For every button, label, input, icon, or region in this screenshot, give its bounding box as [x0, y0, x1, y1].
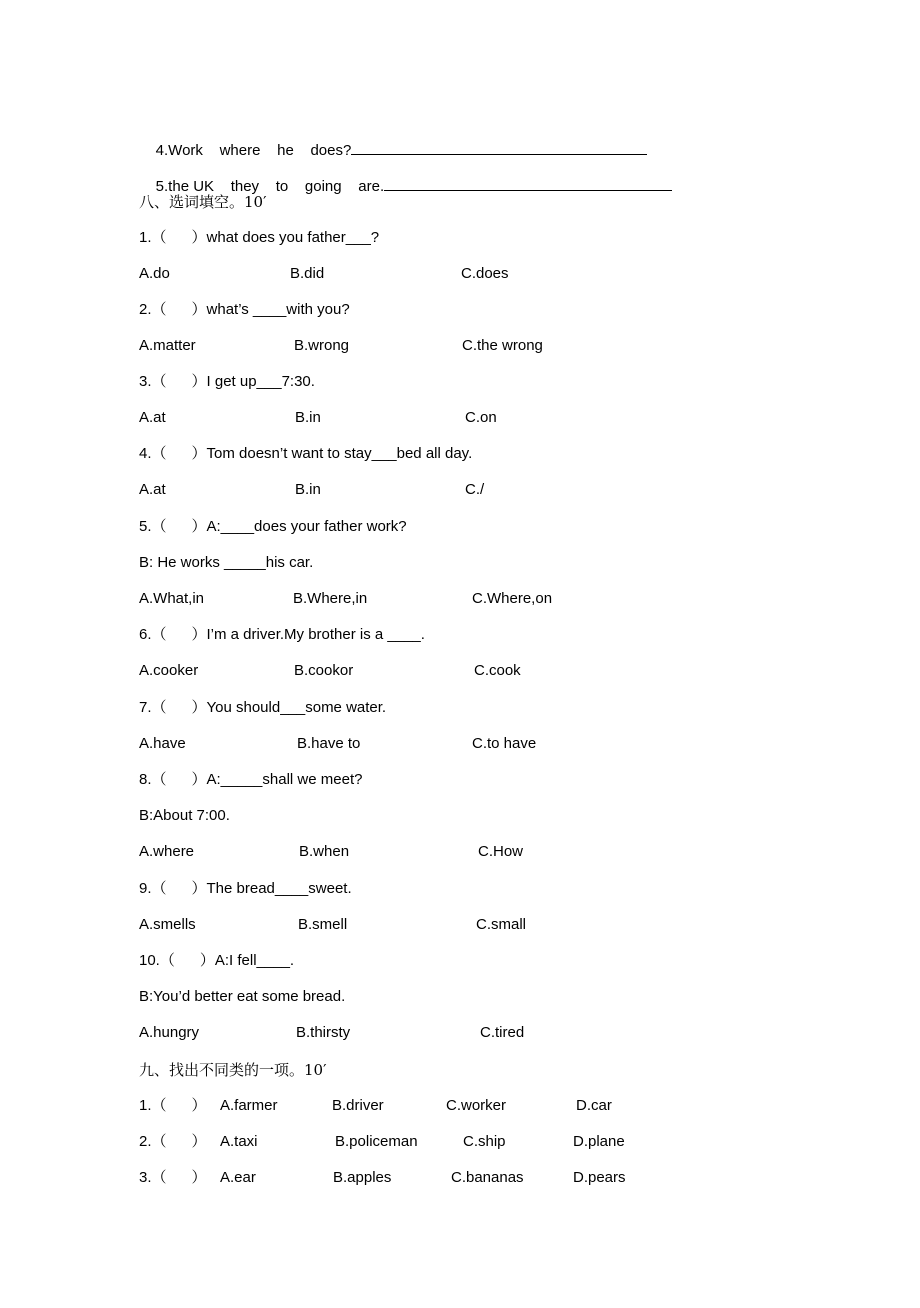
- question-stem: 6.（ ）I’m a driver.My brother is a ____.: [139, 626, 425, 643]
- option-b[interactable]: B.thirsty: [296, 1024, 351, 1041]
- option-c[interactable]: C./: [465, 481, 485, 498]
- option-b[interactable]: B.did: [290, 265, 325, 282]
- section-title-8: 八、选词填空。10′: [139, 193, 267, 211]
- option-d[interactable]: D.pears: [573, 1169, 626, 1186]
- reorder-words: 4.Work where he does?: [155, 142, 352, 159]
- option-b[interactable]: B.policeman: [335, 1133, 418, 1150]
- option-c[interactable]: C.bananas: [451, 1169, 524, 1186]
- option-c[interactable]: C.to have: [472, 735, 537, 752]
- question-stem-line2: B: He works _____his car.: [139, 554, 314, 571]
- answer-blank[interactable]: [351, 140, 647, 155]
- option-c[interactable]: C.the wrong: [462, 337, 543, 354]
- question-stem: 5.（ ）A:____does your father work?: [139, 518, 407, 535]
- options-row: [139, 842, 839, 862]
- option-b[interactable]: B.wrong: [294, 337, 350, 354]
- option-a[interactable]: A.do: [139, 265, 170, 282]
- option-a[interactable]: A.at: [139, 409, 166, 426]
- question-number: 1.（ ）: [139, 1097, 207, 1114]
- option-a[interactable]: A.cooker: [139, 662, 199, 679]
- answer-blank[interactable]: [384, 176, 672, 191]
- question-stem: 9.（ ）The bread____sweet.: [139, 880, 352, 897]
- option-c[interactable]: C.does: [461, 265, 509, 282]
- option-b[interactable]: B.driver: [332, 1097, 384, 1114]
- option-a[interactable]: A.ear: [220, 1169, 256, 1186]
- options-row: [139, 336, 839, 356]
- question-stem: 10.（ ）A:I fell____.: [139, 952, 295, 969]
- option-d[interactable]: D.car: [576, 1097, 612, 1114]
- option-c[interactable]: C.tired: [480, 1024, 525, 1041]
- option-d[interactable]: D.plane: [573, 1133, 625, 1150]
- option-b[interactable]: B.have to: [297, 735, 361, 752]
- options-row: [139, 734, 839, 754]
- question-stem-line2: B:About 7:00.: [139, 807, 230, 824]
- option-a[interactable]: A.where: [139, 843, 195, 860]
- option-a[interactable]: A.taxi: [220, 1133, 258, 1150]
- option-a[interactable]: A.at: [139, 481, 166, 498]
- options-row: [139, 1023, 839, 1043]
- section-title-9: 九、找出不同类的一项。10′: [139, 1061, 327, 1079]
- option-a[interactable]: A.matter: [139, 337, 196, 354]
- question-stem: 8.（ ）A:_____shall we meet?: [139, 771, 363, 788]
- option-a[interactable]: A.hungry: [139, 1024, 200, 1041]
- question-stem: 2.（ ）what’s ____with you?: [139, 301, 350, 318]
- question-stem-line2: B:You’d better eat some bread.: [139, 988, 346, 1005]
- question-stem: 3.（ ）I get up___7:30.: [139, 373, 315, 390]
- option-c[interactable]: C.Where,on: [472, 590, 553, 607]
- option-a[interactable]: A.What,in: [139, 590, 205, 607]
- option-b[interactable]: B.smell: [298, 916, 348, 933]
- options-row: [139, 915, 839, 935]
- option-b[interactable]: B.in: [295, 481, 321, 498]
- option-b[interactable]: B.cookor: [294, 662, 354, 679]
- question-number: 2.（ ）: [139, 1133, 207, 1150]
- options-row: [139, 408, 839, 428]
- options-row: [139, 480, 839, 500]
- option-c[interactable]: C.ship: [463, 1133, 506, 1150]
- odd-one-out-row: [139, 1132, 839, 1152]
- option-a[interactable]: A.smells: [139, 916, 196, 933]
- odd-one-out-row: [139, 1168, 839, 1188]
- option-c[interactable]: C.on: [465, 409, 497, 426]
- option-c[interactable]: C.small: [476, 916, 527, 933]
- option-a[interactable]: A.farmer: [220, 1097, 278, 1114]
- option-c[interactable]: C.How: [478, 843, 524, 860]
- reorder-item-5: [139, 156, 672, 195]
- odd-one-out-row: [139, 1096, 839, 1116]
- reorder-words: 5.the UK they to going are.: [155, 178, 385, 195]
- option-b[interactable]: B.apples: [333, 1169, 392, 1186]
- options-row: [139, 661, 839, 681]
- options-row: [139, 589, 839, 609]
- question-stem: 4.（ ）Tom doesn’t want to stay___bed all day.: [139, 445, 473, 462]
- question-stem: 7.（ ）You should___some water.: [139, 699, 387, 716]
- option-c[interactable]: C.worker: [446, 1097, 507, 1114]
- question-number: 3.（ ）: [139, 1169, 207, 1186]
- option-b[interactable]: B.when: [299, 843, 350, 860]
- option-c[interactable]: C.cook: [474, 662, 521, 679]
- option-a[interactable]: A.have: [139, 735, 186, 752]
- option-b[interactable]: B.Where,in: [293, 590, 368, 607]
- question-stem: 1.（ ）what does you father___?: [139, 229, 380, 246]
- option-b[interactable]: B.in: [295, 409, 321, 426]
- reorder-item-4: [139, 120, 647, 159]
- options-row: [139, 264, 839, 284]
